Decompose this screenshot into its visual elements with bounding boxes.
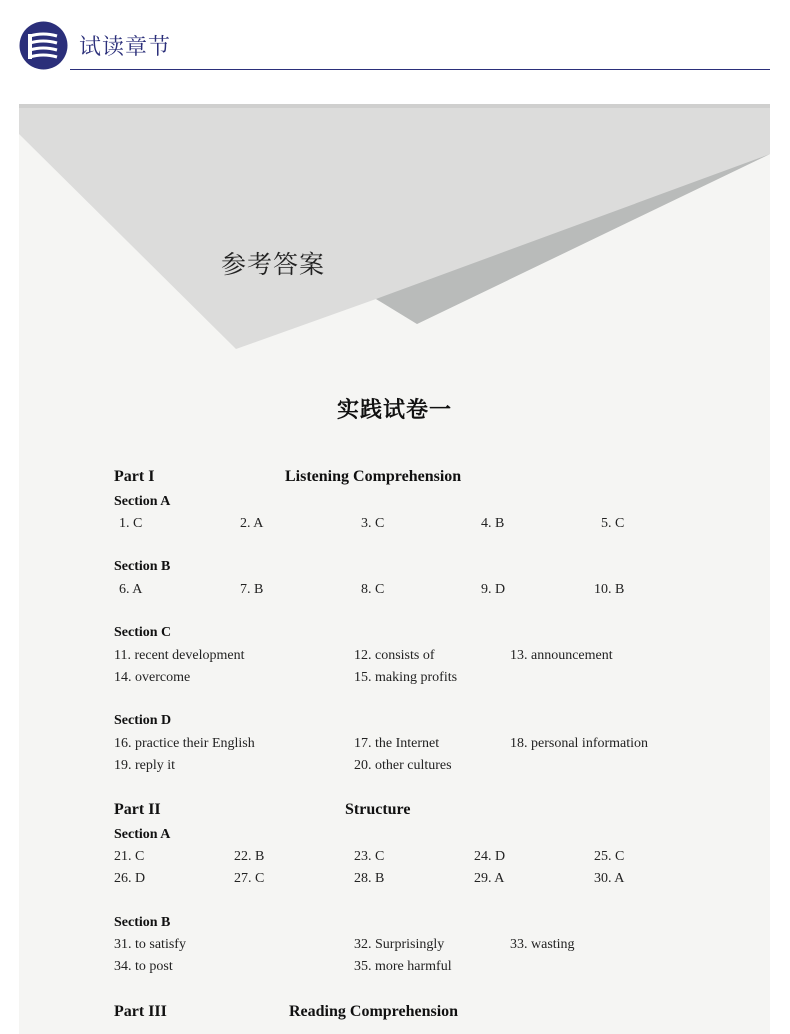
answer-item: 6. A xyxy=(119,582,143,597)
answer-item: 15. making profits xyxy=(354,670,458,685)
part-2-title: Structure xyxy=(345,801,411,818)
answer-item: 19. reply it xyxy=(114,758,176,773)
answer-item: 1. C xyxy=(119,516,143,531)
header xyxy=(0,0,790,72)
part-1-section-c-label: Section C xyxy=(114,625,172,640)
answer-item: 4. B xyxy=(481,516,505,531)
answer-item: 25. C xyxy=(594,849,625,864)
answer-item: 28. B xyxy=(354,871,385,886)
answer-item: 3. C xyxy=(361,516,385,531)
answer-item: 2. A xyxy=(240,516,264,531)
answer-item: 29. A xyxy=(474,871,505,886)
part-3-label: Part III xyxy=(114,1003,167,1020)
part-1-section-b-label: Section B xyxy=(114,559,171,574)
answer-item: 12. consists of xyxy=(354,648,435,663)
part-3-title: Reading Comprehension xyxy=(289,1003,459,1020)
answer-item: 7. B xyxy=(240,582,264,597)
part-2-section-b-label: Section B xyxy=(114,915,171,930)
answer-item: 11. recent development xyxy=(114,648,245,663)
answer-item: 16. practice their English xyxy=(114,736,255,751)
answer-item: 5. C xyxy=(601,516,625,531)
answer-item: 14. overcome xyxy=(114,670,191,685)
answer-item: 18. personal information xyxy=(510,736,649,751)
header-title: 试读章节 xyxy=(79,35,172,60)
answer-item: 24. D xyxy=(474,849,506,864)
part-2-section-a-label: Section A xyxy=(114,827,171,842)
answer-item: 20. other cultures xyxy=(354,758,452,773)
answer-item: 32. Surprisingly xyxy=(354,937,445,952)
answer-item: 27. C xyxy=(234,871,265,886)
answer-item: 21. C xyxy=(114,849,145,864)
answer-item: 34. to post xyxy=(114,959,173,974)
answer-item: 9. D xyxy=(481,582,506,597)
answer-item: 10. B xyxy=(594,582,625,597)
book-stack-icon xyxy=(19,21,68,70)
answer-item: 30. A xyxy=(594,871,625,886)
answer-item: 35. more harmful xyxy=(354,959,452,974)
answer-item: 26. D xyxy=(114,871,146,886)
header-divider xyxy=(70,69,770,70)
answer-item: 17. the Internet xyxy=(354,736,440,751)
part-2-label: Part II xyxy=(114,801,161,818)
answer-item: 22. B xyxy=(234,849,265,864)
answer-item: 31. to satisfy xyxy=(114,937,186,952)
part-1-label: Part I xyxy=(114,468,155,485)
answer-item: 33. wasting xyxy=(510,937,575,952)
banner-graphic xyxy=(19,104,770,364)
document-page xyxy=(19,104,770,1034)
answer-item: 13. announcement xyxy=(510,648,613,663)
answer-item: 8. C xyxy=(361,582,385,597)
banner-title: 参考答案 xyxy=(221,250,326,279)
part-1-section-d-label: Section D xyxy=(114,713,172,728)
answer-item: 23. C xyxy=(354,849,385,864)
paper-title: 实践试卷一 xyxy=(336,397,452,423)
part-1-section-a-label: Section A xyxy=(114,494,171,509)
part-1-title: Listening Comprehension xyxy=(285,468,462,485)
